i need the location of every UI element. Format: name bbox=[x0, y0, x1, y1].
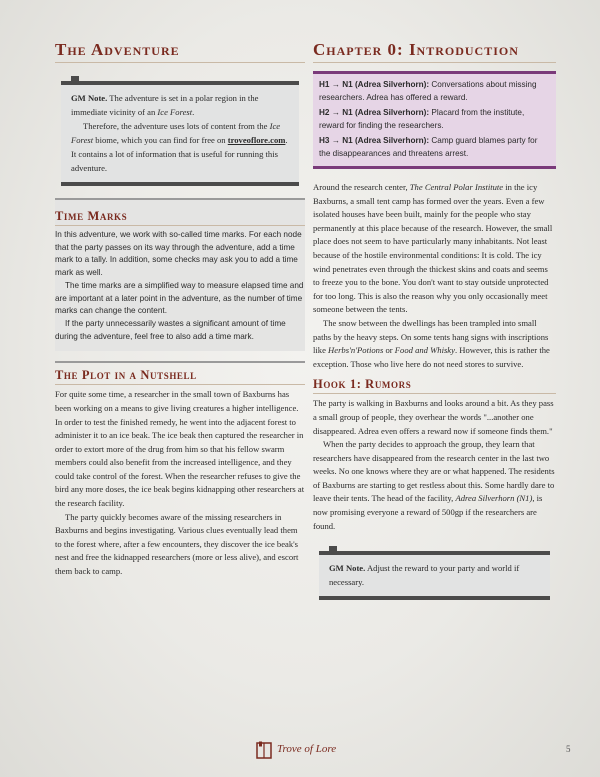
intro-text bbox=[313, 181, 556, 371]
plot-p1: For quite some time, a researcher in the small town of Baxburns has been working on a means to give living creatures a higher intelligence. In order to test the finished remedy, he went into the adjacent forest to administer it to an ice beak. The ice beak then captured the researcher in order to extort more of the drug from him so that his fellow swarm members could also benefit from the increased intelligence, and they could take control of the forest. When the researcher refuses to give the bird any more doses, the ice beak begins kidnapping other researchers at the research facility. bbox=[55, 389, 305, 509]
adventure-heading: The Adventure bbox=[55, 40, 305, 63]
hook1-heading: Hook 1: Rumors bbox=[313, 377, 556, 394]
time-marks-heading: Time Marks bbox=[55, 209, 305, 226]
hook-line-3: H3 → N1 (Adrea Silverhorn): Camp guard blames party for the disappearances and threatens arrest. bbox=[319, 136, 538, 158]
plot-heading: The Plot in a Nutshell bbox=[55, 368, 305, 385]
hook-line-1: H1 → N1 (Adrea Silverhorn): Conversations about missing researchers. Adrea has offered a reward. bbox=[319, 80, 537, 102]
gm-note-para-2: Therefore, the adventure uses lots of content from the Ice Forest biome, which you can find for free on troveoflore.com. It contains a lot of information that is useful for running this adventure. bbox=[71, 121, 288, 173]
page-number: 5 bbox=[566, 744, 571, 754]
time-marks-p2: The time marks are a simplified way to measure elapsed time and are important at a later point in the adventure, as the number of time marks can change the content. bbox=[55, 280, 304, 316]
gm-note2-text: GM Note. Adjust the reward to your party and world if necessary. bbox=[329, 563, 520, 588]
plot-section bbox=[55, 361, 305, 582]
gm-note-label: GM Note. bbox=[71, 93, 108, 103]
trove-link[interactable]: troveoflore.com bbox=[227, 135, 286, 145]
footer-logo-text: Trove of Lore bbox=[277, 743, 337, 755]
book-icon bbox=[255, 741, 273, 759]
plot-p2: The party quickly becomes aware of the missing researchers in Baxburns and begins investigating. Various clues eventually lead them to the forest where, after a few encounters, they discover the ice beak's nest and free the kidnapped researchers (more or less alive), and escort them back to camp. bbox=[55, 511, 299, 577]
time-marks-p3: If the party unnecessarily wastes a significant amount of time during the adventure, feel free to also add a time mark. bbox=[55, 318, 286, 341]
gm-note-box bbox=[61, 81, 299, 186]
time-marks-section bbox=[55, 198, 305, 351]
hook1-p2: When the party decides to approach the group, they learn that researchers have disappeared from the research center in the last two weeks. No one knows where they are or what happened. The residents of Baxburns are starting to get restless about this. Some hardly dare to leave their tents. The head of the facility, Adrea Silverhorn (N1), is now promising everyone a reward of 500gp if the researchers are found. bbox=[313, 439, 555, 531]
hook1-section bbox=[313, 377, 556, 533]
time-marks-p1: In this adventure, we work with so-called time marks. For each node that the party passes on its way through the adventure, add a time mark to a tally. In addition, some checks may ask you to add a time mark as well. bbox=[55, 230, 302, 278]
gm-note-para-1: GM Note. The adventure is set in a polar region in the immediate vicinity of an Ice Forest. bbox=[71, 93, 259, 117]
intro-p1: Around the research center, The Central Polar Institute in the icy Baxburns, a small tent camp has formed over the years. Even a few isolated houses have been built, mainly for the people who stay permanently at this place because of the research. However, the small place does not seem to have particularly many inhabitants. Not least because of the hostile environmental conditions: It is cold. The icy wind penetrates even through the thickest skins and coats and seems to freeze you to the bone. You don't want to stay outside unprotected for too long. This is also the reason why you only occasionally meet someone between the tents. bbox=[313, 182, 553, 315]
hook-line-2: H2 → N1 (Adrea Silverhorn): Placard from the institute, reward for finding the researchers. bbox=[319, 108, 525, 130]
left-column bbox=[55, 40, 305, 583]
gm-note-box-2 bbox=[319, 551, 550, 600]
chapter-heading: Chapter 0: Introduction bbox=[313, 40, 556, 63]
hooks-box bbox=[313, 71, 556, 169]
intro-p2: The snow between the dwellings has been trampled into small paths by the heavy steps. On some tents hang signs with inscriptions like Herbs'n'Potions or Food and Whisky. However, this is rather the exception. Those who live here do not need stores to survive. bbox=[313, 317, 550, 369]
right-column bbox=[313, 40, 556, 600]
hook1-p1: The party is walking in Baxburns and looks around a bit. As they pass a small group of people, they overhear the words "...another one disappeared. Adrea even offers a reward now if someone finds them." bbox=[313, 398, 554, 436]
footer-logo bbox=[255, 741, 355, 759]
